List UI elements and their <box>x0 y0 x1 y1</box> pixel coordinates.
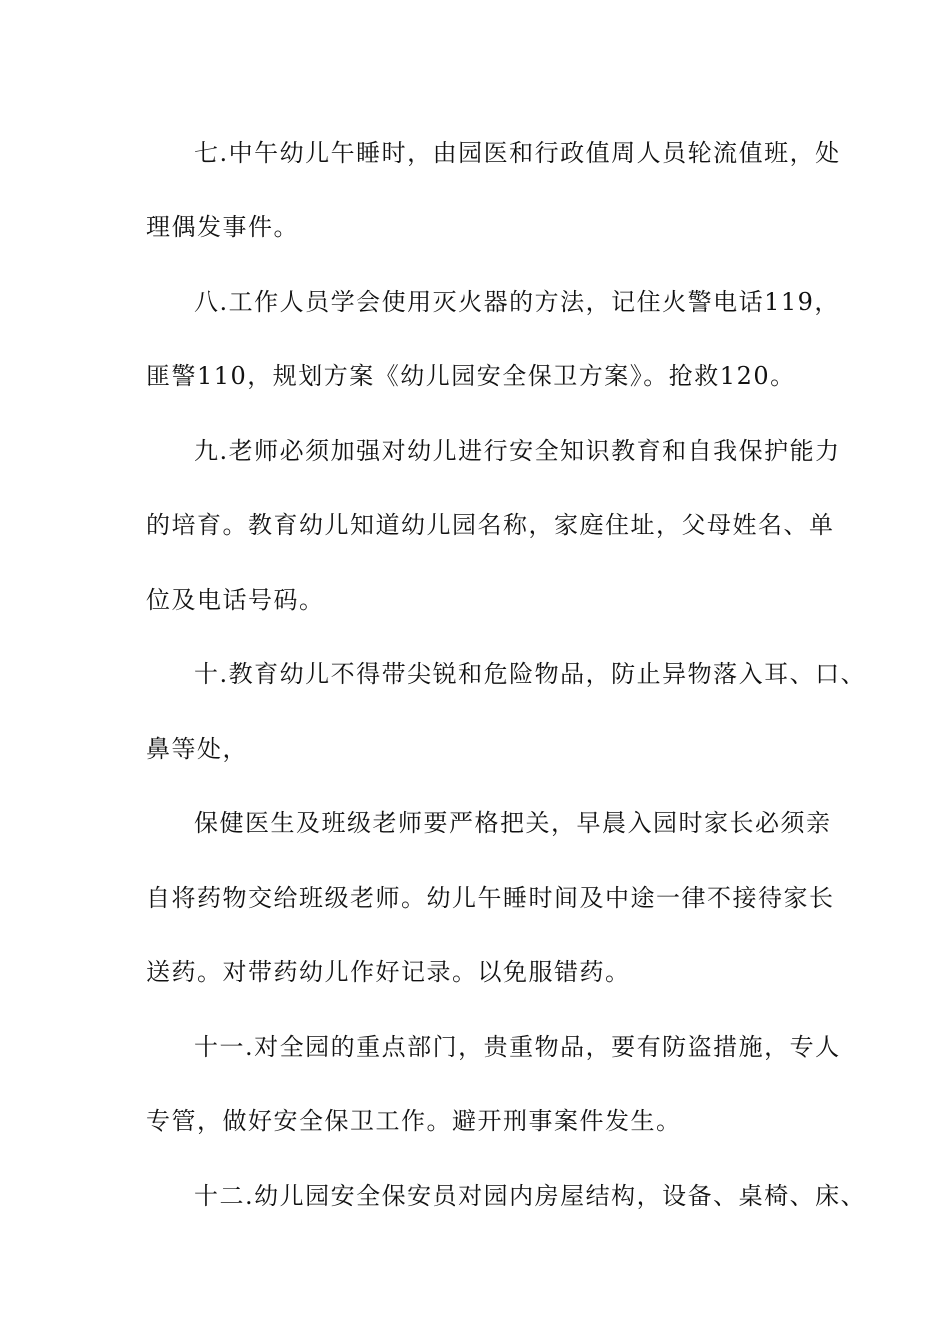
paragraph-11-line-1: 十一.对全园的重点部门，贵重物品，要有防盗措施，专人 <box>194 1033 841 1061</box>
paragraph-8-line-1: 八.工作人员学会使用灭火器的方法，记住火警电话119， <box>194 288 840 316</box>
paragraph-9-line-2: 的培育。教育幼儿知道幼儿园名称，家庭住址，父母姓名、单 <box>146 511 835 539</box>
paragraph-12-line-1: 十二.幼儿园安全保安员对园内房屋结构，设备、桌椅、床、 <box>194 1182 867 1210</box>
paragraph-7-line-1: 七.中午幼儿午睡时，由园医和行政值周人员轮流值班，处 <box>194 139 841 167</box>
paragraph-10-line-2: 鼻等处， <box>146 735 248 763</box>
paragraph-7-line-2: 理偶发事件。 <box>146 213 299 241</box>
paragraph-medicine-line-3: 送药。对带药幼儿作好记录。以免服错药。 <box>146 958 631 986</box>
paragraph-medicine-line-2: 自将药物交给班级老师。幼儿午睡时间及中途一律不接待家长 <box>146 884 835 912</box>
paragraph-medicine-line-1: 保健医生及班级老师要严格把关，早晨入园时家长必须亲 <box>194 809 832 837</box>
paragraph-11-line-2: 专管，做好安全保卫工作。避开刑事案件发生。 <box>146 1107 682 1135</box>
paragraph-9-line-3: 位及电话号码。 <box>146 586 325 614</box>
paragraph-10-line-1: 十.教育幼儿不得带尖锐和危险物品，防止异物落入耳、口、 <box>194 660 867 688</box>
paragraph-8-line-2: 匪警110，规划方案《幼儿园安全保卫方案》。抢救120。 <box>146 362 796 390</box>
paragraph-9-line-1: 九.老师必须加强对幼儿进行安全知识教育和自我保护能力 <box>194 437 841 465</box>
